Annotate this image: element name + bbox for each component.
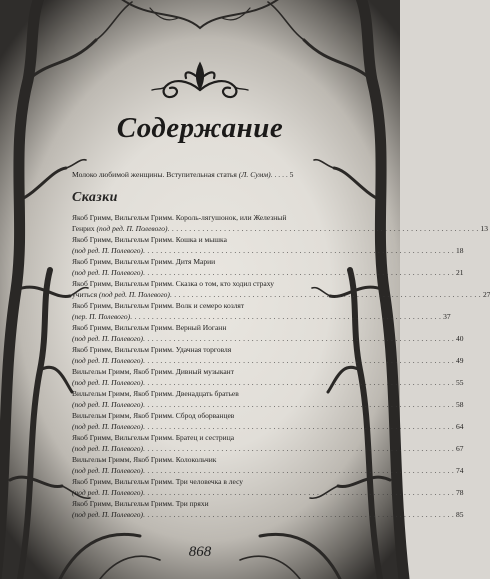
toc-leader-dots: . . . . . . . . . . . . . . . . . . . . . . . . . . . . . . . . . . . . . . . . . . . . . . . . . . . . . . . . . . . . . . . . . . . . . . . . [130,312,442,321]
toc-entry-last-line [72,311,451,322]
toc-entry-editor: (под ред. П. Полевого) [72,400,144,409]
toc-leader-dots: . . . . . . . . . . . . . . . . . . . . . . . . . . . . . . . . . . . . . . . . . . . . . . . . . . . . . . . . . . . . . . . . . . . . . . . . [143,422,455,431]
table-of-contents [72,212,490,520]
toc-leader-dots: . . . . . . . . . . . . . . . . . . . . . . . . . . . . . . . . . . . . . . . . . . . . . . . . . . . . . . . . . . . . . . . . . . . . . . . . [143,488,455,497]
toc-entry [72,234,464,256]
toc-entry-last-line [72,421,464,432]
toc-entry-line: Якоб Гримм, Вильгельм Гримм. Король-лягушонок, или Железный [72,213,287,222]
toc-entry-editor: (под ред. П. Полевого) [72,378,144,387]
toc-entry-last-line [72,487,464,498]
toc-entry-editor: (под ред. П. Полевого) [72,268,144,277]
toc-entry-last-line [72,399,464,410]
toc-leader-dots: . . . . . . . . . . . . . . . . . . . . . . . . . . . . . . . . . . . . . . . . . . . . . . . . . . . . . . . . . . . . . . . . . . . . . . . . [143,378,455,387]
toc-page-number: 27 [482,290,490,299]
toc-leader-dots: . . . . . . . . . . . . . . . . . . . . . . . . . . . . . . . . . . . . . . . . . . . . . . . . . . . . . . . . . . . . . . . . . . . . . . . . [143,444,455,453]
toc-entry-line: Якоб Гримм, Вильгельм Гримм. Три человечка в лесу [72,477,244,486]
toc-entry-editor: (под ред. П. Полевого) [72,356,144,365]
toc-entry-last-line [72,267,464,278]
toc-leader-dots: . . . . . . . . . . . . . . . . . . . . . . . . . . . . . . . . . . . . . . . . . . . . . . . . . . . . . . . . . . . . . . . . . . . . . . . . [169,290,481,299]
toc-leader-dots: . . . . . . . . . . . . . . . . . . . . . . . . . . . . . . . . . . . . . . . . . . . . . . . . . . . . . . . . . . . . . . . . . . . . . . . . [143,356,455,365]
section-heading: Сказки [72,190,118,205]
toc-entry-line: Вильгельм Гримм, Якоб Гримм. Дивный музыкант [72,367,234,376]
toc-entry-editor: (под ред. П. Полевого) [72,488,144,497]
page-number: 868 [188,544,212,560]
toc-page-number: 21 [456,268,464,277]
toc-entry [72,410,464,432]
toc-entry-last-line [72,443,464,454]
toc-entry [72,498,464,520]
toc-leader-dots: . . . . . . . . . . . . . . . . . . . . . . . . . . . . . . . . . . . . . . . . . . . . . . . . . . . . . . . . . . . . . . . . . . . . . . . . [143,400,455,409]
toc-entry-line: Якоб Гримм, Вильгельм Гримм. Кошка и мышка [72,235,227,244]
toc-entry-line: Вильгельм Гримм, Якоб Гримм. Двенадцать братьев [72,389,239,398]
toc-entry [72,256,464,278]
toc-entry-last-line [72,245,464,256]
toc-leader-dots: . . . . . . . . . . . . . . . . . . . . . . . . . . . . . . . . . . . . . . . . . . . . . . . . . . . . . . . . . . . . . . . . . . . . . . . . [143,334,455,343]
toc-leader-dots: . . . . . . . . . . . . . . . . . . . . . . . . . . . . . . . . . . . . . . . . . . . . . . . . . . . . . . . . . . . . . . . . . . . . . . . . [143,510,455,519]
intro-editor: (Л. Сумм) [238,170,271,179]
toc-leader-dots: . . . . . . . . . . . . . . . . . . . . . . . . . . . . . . . . . . . . . . . . . . . . . . . . . . . . . . . . . . . . . . . . . . . . . . . . [143,268,455,277]
toc-entry-editor: (под ред. П. Полевого) [98,290,170,299]
toc-entry [72,432,464,454]
toc-entry-editor: (под ред. П. Полевого) [96,224,168,233]
intro-leader-dots: . . . . . [270,170,288,179]
toc-entry-line: Якоб Гримм, Вильгельм Гримм. Братец и сестрица [72,433,235,442]
intro-title: Молоко любимой женщины. Вступительная статья [72,170,239,179]
toc-entry-last-line [72,377,464,388]
toc-entry-editor: (пер. П. Полевого) [72,312,131,321]
toc-page-number: 40 [456,334,464,343]
toc-entry [72,300,451,322]
toc-entry [72,212,489,234]
toc-page-number: 64 [456,422,464,431]
toc-entry [72,278,490,300]
toc-entry-line: Якоб Гримм, Вильгельм Гримм. Верный Иоганн [72,323,227,332]
toc-page-number: 18 [456,246,464,255]
toc-entry-editor: (под ред. П. Полевого) [72,466,144,475]
toc-page-number: 78 [456,488,464,497]
toc-page-number: 13 [480,224,489,233]
toc-page-number: 55 [456,378,464,387]
toc-entry-line: Вильгельм Гримм, Якоб Гримм. Колокольчик [72,455,217,464]
toc-entry [72,322,464,344]
toc-entry-editor: (под ред. П. Полевого) [72,510,144,519]
toc-entry [72,366,464,388]
toc-entry-last-line [72,289,490,300]
toc-entry-line: Якоб Гримм, Вильгельм Гримм. Волк и семеро козлят [72,301,245,310]
toc-entry-editor: (под ред. П. Полевого) [72,334,144,343]
toc-leader-dots: . . . . . . . . . . . . . . . . . . . . . . . . . . . . . . . . . . . . . . . . . . . . . . . . . . . . . . . . . . . . . . . . . . . . . . . . [167,224,479,233]
toc-entry-line: Вильгельм Гримм, Якоб Гримм. Сброд оборванцев [72,411,235,420]
toc-entry-last-line [72,333,464,344]
intro-entry [72,170,344,182]
toc-entry-last-line [72,465,464,476]
toc-entry-line: Якоб Гримм, Вильгельм Гримм. Три пряхи [72,499,209,508]
toc-entry-line: Якоб Гримм, Вильгельм Гримм. Удачная торговля [72,345,232,354]
toc-page-number: 67 [456,444,464,453]
toc-entry-editor: (под ред. П. Полевого) [72,444,144,453]
toc-entry [72,344,464,366]
toc-entry-editor: (под ред. П. Полевого) [72,246,144,255]
toc-entry-text: учиться [72,290,99,299]
toc-leader-dots: . . . . . . . . . . . . . . . . . . . . . . . . . . . . . . . . . . . . . . . . . . . . . . . . . . . . . . . . . . . . . . . . . . . . . . . . [143,466,455,475]
toc-entry-last-line [72,509,464,520]
toc-page-number: 37 [443,312,451,321]
toc-page-number: 74 [456,466,464,475]
page-title: Содержание [116,112,284,144]
toc-entry-line: Якоб Гримм, Вильгельм Гримм. Дитя Марии [72,257,216,266]
toc-entry-editor: (под ред. П. Полевого) [72,422,144,431]
toc-entry-last-line [72,223,489,234]
toc-page-number: 49 [456,356,464,365]
toc-entry-text: Генрих [72,224,97,233]
toc-page-number: 58 [456,400,464,409]
toc-leader-dots: . . . . . . . . . . . . . . . . . . . . . . . . . . . . . . . . . . . . . . . . . . . . . . . . . . . . . . . . . . . . . . . . . . . . . . . . [143,246,455,255]
toc-entry-last-line [72,355,464,366]
intro-page-number: 5 [289,170,294,179]
toc-entry [72,388,464,410]
toc-entry [72,476,464,498]
toc-entry-line: Якоб Гримм, Вильгельм Гримм. Сказка о том, кто ходил страху [72,279,274,288]
decorative-flourish-icon [148,60,252,104]
toc-entry [72,454,464,476]
toc-page-number: 85 [456,510,464,519]
